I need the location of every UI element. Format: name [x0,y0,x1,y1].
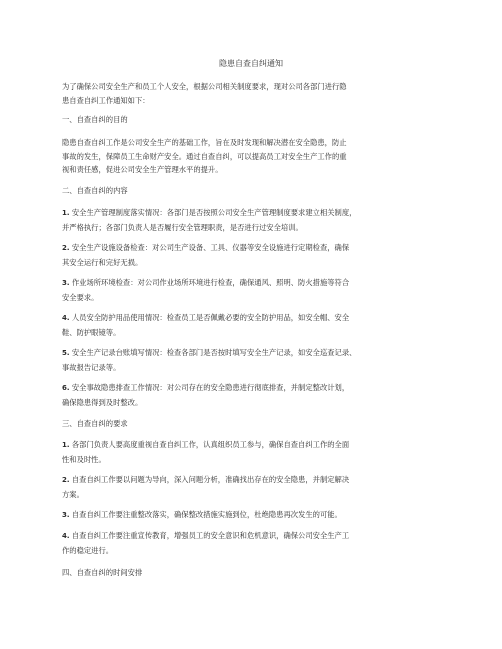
section-2-item-4 [62,311,442,339]
item-number: 4. [62,532,70,540]
section-1-heading: 一、自查自纠的目的 [62,115,128,124]
item-number: 1. [62,441,70,449]
item-number: 3. [62,511,70,519]
item-number: 4. [62,314,70,322]
item-text: 安全事故隐患排查工作情况：对公司存在的安全隐患进行彻底排查，并制定整改计划， 确保隐患得到及时整改。 [62,383,350,407]
section-3-heading: 三、自查自纠的要求 [62,419,128,428]
item-number: 2. [62,476,70,484]
item-text: 人员安全防护用品使用情况：检查员工是否佩戴必要的安全防护用品，如安全帽、安全 鞋、防护眼镜等。 [62,313,350,337]
section-2-item-1 [62,206,442,234]
item-text: 自查自纠工作要注重整改落实，确保整改措施实施到位，杜绝隐患再次发生的可能。 [69,510,342,519]
item-text: 自查自纠工作要以问题为导向，深入问题分析，准确找出存在的安全隐患，并制定解决 方案。 [62,475,350,499]
document-title: 隐患自查自纠通知 [219,59,283,68]
section-2-item-6 [62,381,442,409]
section-2-item-5 [62,346,442,374]
item-number: 2. [62,244,70,252]
item-text: 安全生产管理制度落实情况：各部门是否按照公司安全生产管理制度要求建立相关制度， 并严格执行；各部门负责人是否履行安全管理职责，是否进行过安全培训。 [62,208,357,232]
section-4-heading: 四、自查自纠的时间安排 [62,568,143,577]
section-3-item-2 [62,473,442,501]
item-text: 安全生产记录台账填写情况：检查各部门是否按时填写安全生产记录，如安全巡查记录、 事故报告记录等。 [62,348,357,372]
item-number: 5. [62,349,70,357]
item-text: 自查自纠工作要注重宣传教育，增强员工的安全意识和危机意识，确保公司安全生产工 作的稳定进行。 [62,531,350,555]
item-number: 3. [62,279,70,287]
section-3-item-4 [62,529,442,557]
section-1-body: 隐患自查自纠工作是公司安全生产的基础工作，旨在及时发现和解决潜在安全隐患，防止 事故的发生，保障员工生命财产安全。通过自查自纠，可以提高员工对安全生产工作的重 视和责任感，促进公司安全生产管理水平的提升。 [62,138,347,174]
item-text: 各部门负责人要高度重视自查自纠工作，认真组织员工参与，确保自查自纠工作的全面 性和及时性。 [62,440,350,464]
item-number: 1. [62,209,70,217]
item-text: 安全生产设施设备检查：对公司生产设备、工具、仪器等安全设施进行定期检查，确保 其安全运行和完好无损。 [62,243,350,267]
item-number: 6. [62,384,70,392]
intro-paragraph: 为了确保公司安全生产和员工个人安全，根据公司相关制度要求，现对公司各部门进行隐 患自查自纠工作通知如下： [62,82,347,105]
section-3-item-1 [62,438,442,466]
item-text: 作业场所环境检查：对公司作业场所环境进行检查，确保通风、照明、防火措施等符合 安全要求。 [62,278,350,302]
section-2-heading: 二、自查自纠的内容 [62,186,128,195]
section-2-item-3 [62,276,442,304]
section-2-item-2 [62,241,442,269]
section-3-item-3 [62,508,442,523]
